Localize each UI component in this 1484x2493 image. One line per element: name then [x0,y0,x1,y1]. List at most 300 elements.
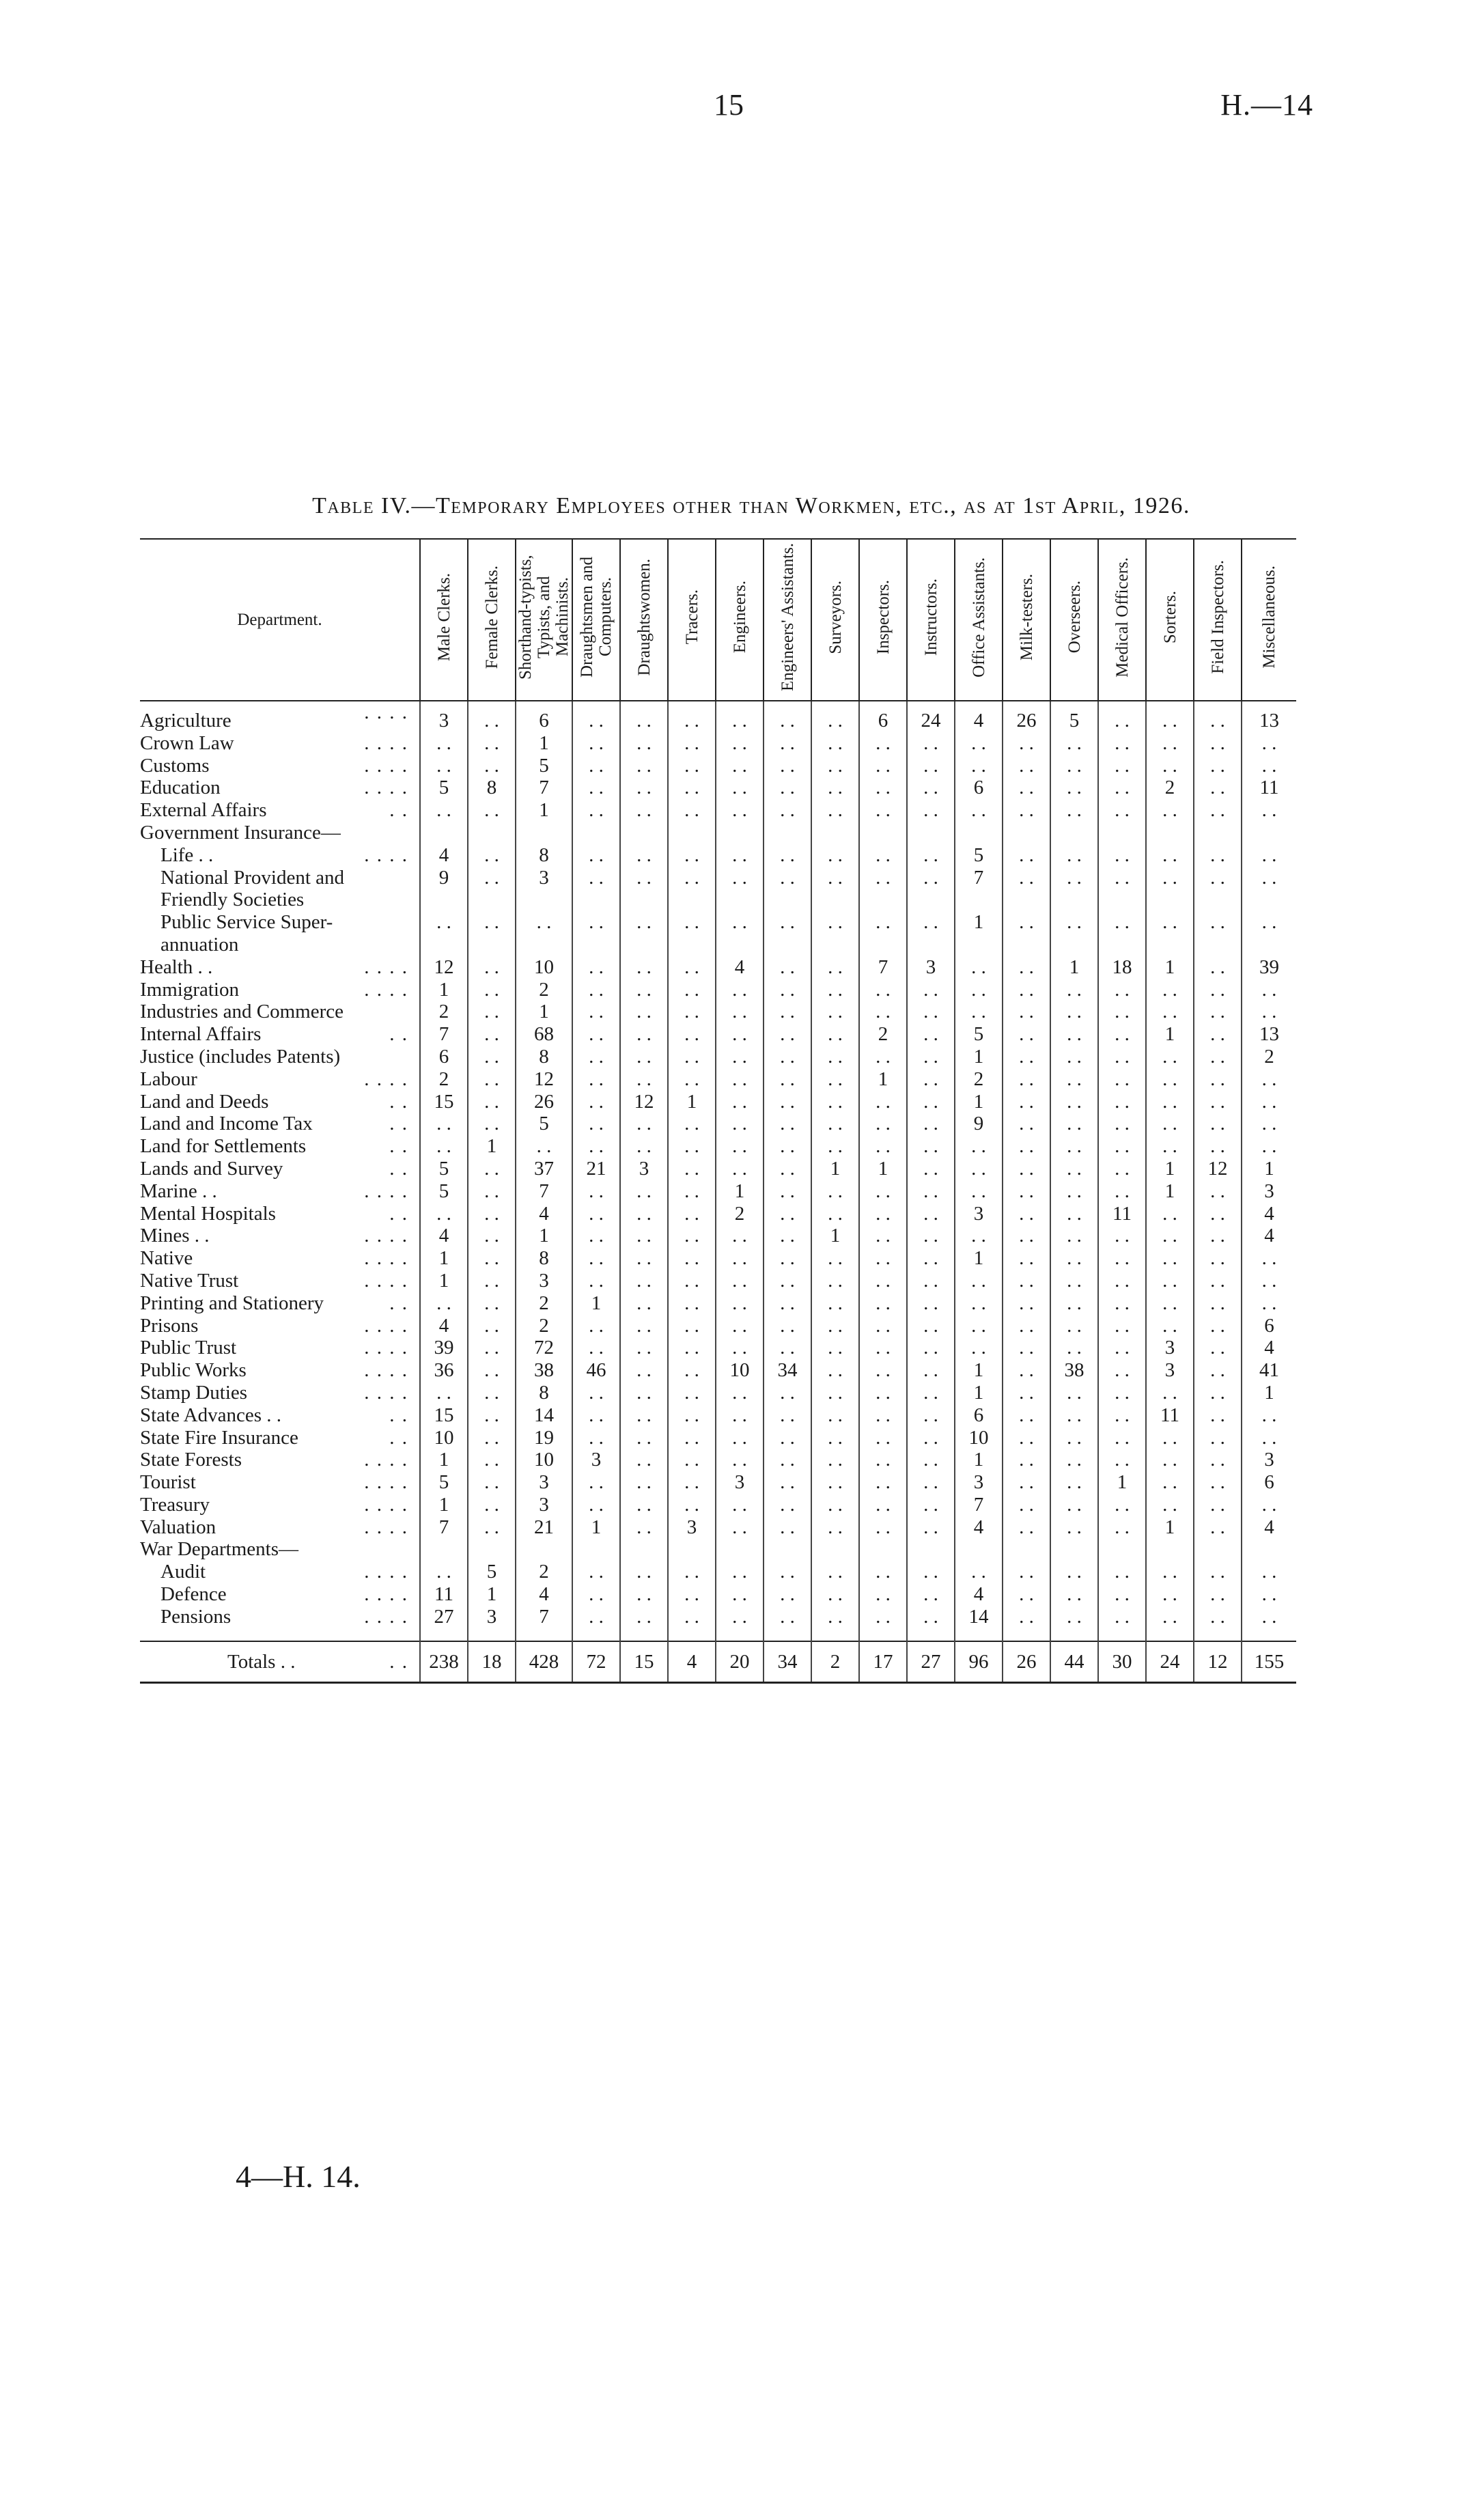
value-cell: . . [468,911,516,934]
value-cell: . . [572,911,620,934]
table-row [140,1516,1296,1539]
value-cell: . . [955,1135,1003,1158]
value-cell: . . [811,755,859,777]
dot-leader: . . . . [364,1180,408,1202]
value-cell [716,1538,764,1561]
value-cell: . . [1146,1494,1194,1516]
value-cell: . . [1242,1068,1296,1091]
value-cell [1194,934,1242,956]
value-cell: 4 [1242,1203,1296,1225]
department-cell [140,1404,420,1427]
value-cell: 1 [516,799,572,822]
department-name: Public Trust [140,1337,237,1359]
value-cell: . . [907,1068,955,1091]
spacer-cell [1098,1628,1146,1641]
value-cell: . . [716,1382,764,1404]
value-cell: . . [1194,1359,1242,1382]
value-cell: . . [907,732,955,755]
table-row [140,1583,1296,1606]
value-cell [1242,1538,1296,1561]
value-cell [516,889,572,911]
value-cell: 72 [516,1337,572,1359]
value-cell [955,822,1003,844]
department-name: External Affairs [140,799,267,822]
spacer-cell [420,1628,468,1641]
value-cell: . . [1050,1270,1098,1292]
value-cell: 1 [516,1001,572,1023]
value-cell: . . [1098,1583,1146,1606]
value-cell: . . [668,732,716,755]
value-cell: . . [1003,1606,1050,1628]
value-cell: 4 [955,1583,1003,1606]
value-cell: 1 [668,1091,716,1113]
value-cell: 12 [516,1068,572,1091]
value-cell: . . [420,732,468,755]
value-cell [1003,934,1050,956]
value-cell [955,934,1003,956]
value-cell: 3 [516,867,572,889]
value-cell: . . [907,911,955,934]
value-cell: . . [859,732,907,755]
value-cell: . . [1242,1247,1296,1270]
value-cell: . . [668,1359,716,1382]
value-cell: . . [620,1494,668,1516]
value-cell: . . [811,1315,859,1337]
value-cell: 1 [1242,1158,1296,1180]
department-name: Labour [140,1068,197,1090]
value-cell: . . [1003,1494,1050,1516]
value-cell: . . [516,911,572,934]
value-cell: 1 [859,1068,907,1091]
value-cell: . . [668,1068,716,1091]
value-cell: . . [572,701,620,732]
value-cell: . . [420,911,468,934]
value-cell: 6 [859,701,907,732]
value-cell: . . [907,1270,955,1292]
table-row [140,1606,1296,1628]
value-cell: 1 [1146,1180,1194,1203]
value-cell: . . [1242,732,1296,755]
value-cell: . . [572,1180,620,1203]
value-cell: 1 [420,1247,468,1270]
value-cell: . . [572,1270,620,1292]
column-header-label: Engineers' Assistants. [778,543,797,691]
department-cell [140,1315,420,1337]
table-row [140,1046,1296,1068]
value-cell: 11 [1146,1404,1194,1427]
department-name: Native Trust [140,1269,239,1292]
department-name: Stamp Duties [140,1381,248,1404]
table-row [140,1203,1296,1225]
value-cell: . . [1050,1382,1098,1404]
value-cell [1242,822,1296,844]
value-cell: 8 [516,1247,572,1270]
spacer-cell [1050,1628,1098,1641]
value-cell: . . [668,701,716,732]
value-cell: . . [811,732,859,755]
value-cell [420,889,468,911]
value-cell: 1 [859,1158,907,1180]
department-name: Tourist [140,1471,196,1494]
department-cell [140,1135,420,1158]
value-cell [620,889,668,911]
value-cell: . . [620,1404,668,1427]
value-cell [1194,889,1242,911]
value-cell: . . [1098,1359,1146,1382]
value-cell: . . [620,777,668,799]
value-cell: . . [716,1023,764,1046]
value-cell: . . [468,1068,516,1091]
value-cell: . . [716,799,764,822]
value-cell: 1 [811,1225,859,1247]
value-cell: . . [716,755,764,777]
value-cell: . . [907,1046,955,1068]
value-cell: . . [811,1001,859,1023]
value-cell [468,822,516,844]
department-name: Agriculture [140,710,232,732]
value-cell: . . [1194,1494,1242,1516]
value-cell: . . [468,1315,516,1337]
value-cell: . . [572,1247,620,1270]
value-cell: . . [1242,1292,1296,1315]
department-name: Prisons [140,1314,199,1337]
value-cell: . . [572,1471,620,1494]
value-cell: . . [859,911,907,934]
department-name: Land and Deeds [140,1090,269,1113]
value-cell: . . [859,1292,907,1315]
value-cell: . . [668,1471,716,1494]
value-cell [1003,822,1050,844]
value-cell: 18 [1098,956,1146,979]
value-cell: . . [1242,1606,1296,1628]
value-cell: . . [1050,911,1098,934]
value-cell: . . [1242,1583,1296,1606]
value-cell: . . [1146,1135,1194,1158]
value-cell: . . [1194,732,1242,755]
value-cell: 38 [1050,1359,1098,1382]
column-header-label: Instructors. [921,578,940,656]
value-cell: . . [572,1427,620,1449]
value-cell: . . [572,1113,620,1135]
value-cell: . . [1003,867,1050,889]
value-cell [955,889,1003,911]
department-cell [140,1337,420,1359]
value-cell: . . [1003,1023,1050,1046]
value-cell: . . [716,1449,764,1471]
value-cell: . . [468,1382,516,1404]
value-cell: 5 [420,777,468,799]
value-cell: 2 [420,1001,468,1023]
value-cell: 7 [516,1180,572,1203]
value-cell: . . [716,732,764,755]
value-cell: 2 [516,1315,572,1337]
value-cell: . . [1194,777,1242,799]
value-cell: 14 [516,1404,572,1427]
department-cell [140,822,420,844]
value-cell: . . [668,799,716,822]
value-cell: . . [668,1203,716,1225]
value-cell: 26 [516,1091,572,1113]
table-row [140,777,1296,799]
value-cell: 4 [955,701,1003,732]
column-header-label: Surveyors. [826,580,845,654]
value-cell: . . [620,844,668,867]
value-cell [764,889,811,911]
value-cell: . . [1098,1606,1146,1628]
value-cell: 21 [572,1158,620,1180]
value-cell: . . [1098,1315,1146,1337]
department-name: Printing and Stationery [140,1292,324,1314]
value-cell: . . [1050,1561,1098,1583]
department-name: State Forests [140,1449,242,1471]
value-cell: . . [811,1494,859,1516]
value-cell: . . [468,1113,516,1135]
value-cell: . . [1194,799,1242,822]
value-cell [811,889,859,911]
value-cell: . . [907,1001,955,1023]
total-value-cell: 30 [1098,1641,1146,1683]
value-cell: . . [716,777,764,799]
department-cell [140,1113,420,1135]
value-cell: 5 [420,1471,468,1494]
value-cell: . . [620,1315,668,1337]
value-cell: 2 [516,1292,572,1315]
value-cell: . . [907,1606,955,1628]
value-cell: 68 [516,1023,572,1046]
value-cell: . . [1194,1180,1242,1203]
value-cell: . . [716,911,764,934]
value-cell: . . [1194,1404,1242,1427]
value-cell: 19 [516,1427,572,1449]
table-row [140,1270,1296,1292]
value-cell: . . [859,1180,907,1203]
department-cell [140,979,420,1001]
department-name: Public Works [140,1359,247,1382]
value-cell: 1 [420,1270,468,1292]
value-cell: 5 [955,844,1003,867]
value-cell: . . [468,1516,516,1539]
value-cell: . . [811,701,859,732]
value-cell [1050,1538,1098,1561]
department-name: Land for Settlements [140,1135,307,1158]
value-cell: . . [1003,979,1050,1001]
value-cell [516,1538,572,1561]
value-cell: . . [1098,1068,1146,1091]
value-cell: . . [1050,799,1098,822]
department-name: Internal Affairs [140,1023,262,1046]
value-cell: . . [1050,1091,1098,1113]
value-cell: . . [468,1046,516,1068]
dot-leader: . . . . [364,1493,408,1516]
value-cell: . . [716,1516,764,1539]
value-cell [1050,934,1098,956]
value-cell: . . [1050,1068,1098,1091]
department-cell [140,956,420,979]
value-cell: . . [764,732,811,755]
value-cell: 1 [1146,1023,1194,1046]
value-cell: 1 [420,979,468,1001]
value-cell: . . [764,1113,811,1135]
total-value-cell: 15 [620,1641,668,1683]
page-number: 15 [714,88,744,122]
value-cell: 3 [620,1158,668,1180]
value-cell: . . [907,1315,955,1337]
value-cell [764,1538,811,1561]
value-cell: . . [1098,1516,1146,1539]
value-cell: 1 [1242,1382,1296,1404]
value-cell: . . [764,1315,811,1337]
value-cell: 1 [716,1180,764,1203]
value-cell: . . [764,867,811,889]
column-header [1098,539,1146,701]
value-cell: . . [1146,911,1194,934]
value-cell: . . [1242,755,1296,777]
value-cell: 7 [516,777,572,799]
value-cell: . . [516,1135,572,1158]
value-cell: . . [1050,1135,1098,1158]
value-cell: . . [1003,1203,1050,1225]
department-cell [140,1382,420,1404]
value-cell: . . [1242,867,1296,889]
value-cell: . . [764,799,811,822]
value-cell: . . [620,1382,668,1404]
table-row [140,1023,1296,1046]
value-cell [468,889,516,911]
value-cell [1050,889,1098,911]
value-cell: . . [764,1494,811,1516]
value-cell: . . [907,1516,955,1539]
value-cell: 1 [955,1449,1003,1471]
value-cell: 1 [516,732,572,755]
value-cell [1194,822,1242,844]
value-cell: . . [955,1270,1003,1292]
department-cell [140,1449,420,1471]
value-cell: . . [907,1135,955,1158]
value-cell: . . [1003,1001,1050,1023]
value-cell: . . [859,1516,907,1539]
total-value-cell: 4 [668,1641,716,1683]
value-cell: . . [907,755,955,777]
value-cell: 39 [420,1337,468,1359]
value-cell: . . [859,1225,907,1247]
value-cell: . . [572,1046,620,1068]
value-cell: . . [1146,701,1194,732]
value-cell: . . [1098,979,1146,1001]
value-cell: . . [907,799,955,822]
value-cell: . . [764,1606,811,1628]
department-cell [140,1583,420,1606]
value-cell: . . [1242,1494,1296,1516]
value-cell: . . [764,1247,811,1270]
value-cell [1050,822,1098,844]
value-cell: . . [859,799,907,822]
value-cell: . . [859,1247,907,1270]
value-cell: . . [1194,1561,1242,1583]
value-cell: . . [907,1494,955,1516]
value-cell: 1 [1146,956,1194,979]
value-cell: . . [716,1427,764,1449]
value-cell: . . [1098,1225,1146,1247]
value-cell: . . [668,755,716,777]
value-cell: . . [811,1583,859,1606]
value-cell: . . [811,1337,859,1359]
value-cell: . . [859,1404,907,1427]
value-cell: . . [668,844,716,867]
table-row [140,1091,1296,1113]
value-cell: . . [468,732,516,755]
value-cell: . . [620,979,668,1001]
value-cell: . . [955,1001,1003,1023]
department-cell [140,777,420,799]
value-cell: . . [907,1449,955,1471]
value-cell: . . [1242,1001,1296,1023]
value-cell: . . [1194,1516,1242,1539]
value-cell: 1 [955,1046,1003,1068]
table-row [140,1068,1296,1091]
value-cell: . . [764,1561,811,1583]
value-cell: . . [1050,867,1098,889]
column-header [859,539,907,701]
total-value-cell: 72 [572,1641,620,1683]
value-cell: 11 [1098,1203,1146,1225]
table-row [140,755,1296,777]
value-cell: . . [811,1113,859,1135]
department-cell [140,701,420,732]
value-cell: . . [620,701,668,732]
value-cell: . . [811,867,859,889]
value-cell: . . [1146,1247,1194,1270]
value-cell: . . [1050,1203,1098,1225]
value-cell: . . [420,799,468,822]
value-cell: 1 [420,1494,468,1516]
value-cell: . . [1098,1023,1146,1046]
value-cell: . . [620,1449,668,1471]
table-row [140,1337,1296,1359]
value-cell: . . [1098,1561,1146,1583]
value-cell [716,934,764,956]
value-cell: . . [1098,1270,1146,1292]
value-cell: . . [1003,1180,1050,1203]
value-cell: . . [859,777,907,799]
value-cell: . . [764,1225,811,1247]
value-cell: . . [1050,1337,1098,1359]
dot-leader: . . . . [364,1605,408,1628]
value-cell: . . [468,1404,516,1427]
value-cell: . . [1146,1203,1194,1225]
value-cell: . . [1146,1113,1194,1135]
value-cell: . . [1194,755,1242,777]
value-cell: 7 [859,956,907,979]
total-value-cell: 27 [907,1641,955,1683]
value-cell: . . [620,1180,668,1203]
value-cell: . . [716,1561,764,1583]
value-cell: 5 [1050,701,1098,732]
value-cell: . . [1003,1068,1050,1091]
table-row [140,911,1296,934]
value-cell: . . [668,1382,716,1404]
table-row [140,1471,1296,1494]
value-cell: 9 [420,867,468,889]
value-cell: . . [716,1113,764,1135]
value-cell [716,889,764,911]
value-cell: . . [811,1023,859,1046]
value-cell: 15 [420,1091,468,1113]
value-cell: 6 [516,701,572,732]
value-cell: . . [468,956,516,979]
department-name: Mines . . [140,1225,210,1247]
value-cell: 4 [1242,1516,1296,1539]
value-cell: . . [1003,1247,1050,1270]
